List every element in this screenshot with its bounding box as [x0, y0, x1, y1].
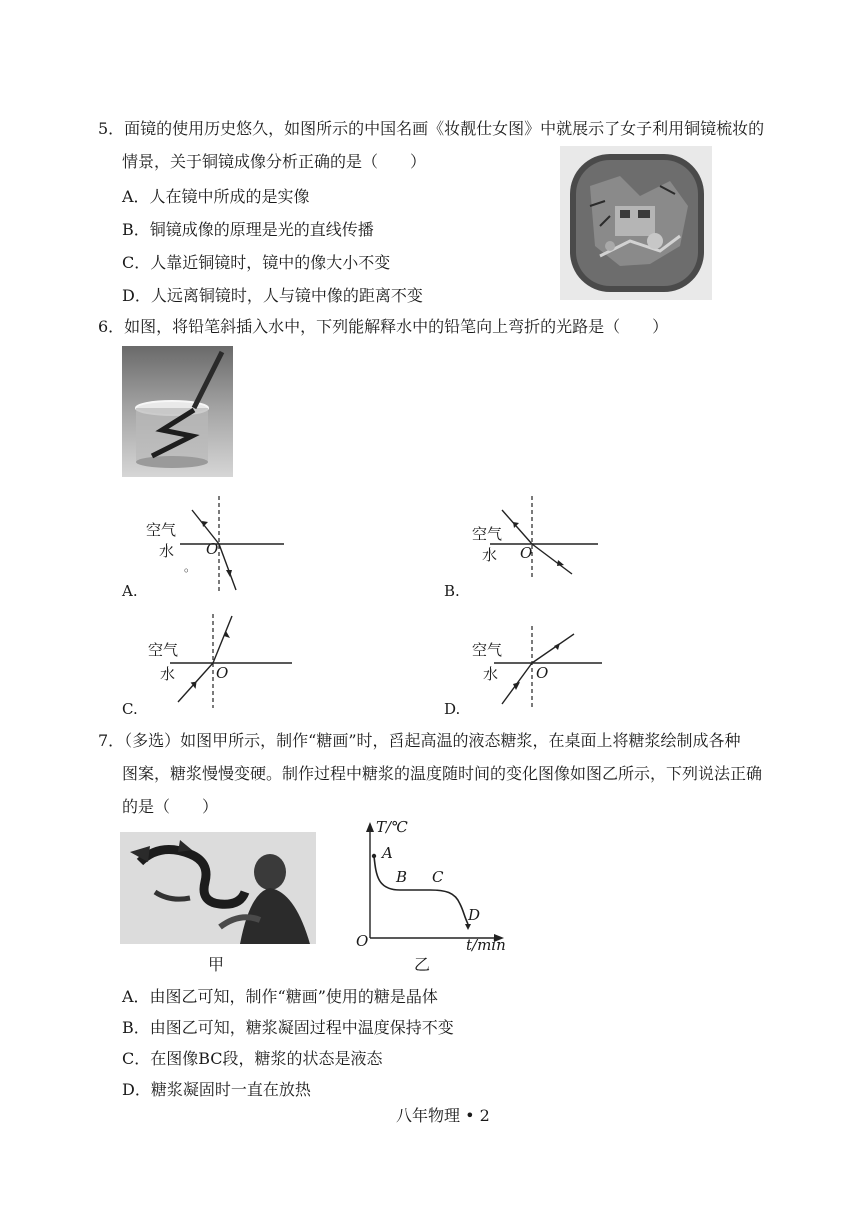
diagram-c-letter: C. [122, 700, 138, 718]
q7-option-b: B．由图乙可知，糖浆凝固过程中温度保持不变 [122, 1018, 454, 1037]
painting-svg [560, 146, 712, 300]
diagram-a-dot: 。 [184, 560, 197, 574]
diagram-a-letter: A. [122, 582, 138, 600]
diagram-d-ray-svg [494, 626, 604, 716]
diagram-c-origin-label: O [216, 664, 229, 682]
q7-option-d: D．糖浆凝固时一直在放热 [122, 1080, 311, 1099]
graph-y-axis-label: T/℃ [376, 818, 408, 836]
graph-origin: O [356, 932, 369, 950]
diagram-c-water-label: 水 [160, 665, 176, 683]
q5-stem-line1: 5．面镜的使用历史悠久，如图所示的中国名画《妆靓仕女图》中就展示了女子利用铜镜梳妆的 [98, 119, 765, 138]
temperature-graph-svg [350, 816, 510, 956]
q6-stem: 6．如图，将铅笔斜插入水中，下列能解释水中的铅笔向上弯折的光路是（ ） [98, 317, 669, 336]
sugar-photo-svg [120, 832, 316, 944]
graph-point-d: D [468, 906, 481, 924]
diagram-d-water-label: 水 [483, 665, 499, 683]
sugar-painting-photo [120, 832, 316, 944]
diagram-b-origin-label: O [520, 544, 533, 562]
graph-point-b: B [396, 868, 408, 886]
mirror-painting-image [560, 146, 712, 300]
q7-option-a: A．由图乙可知，制作“糖画”使用的糖是晶体 [122, 987, 438, 1006]
graph-point-c: C [432, 868, 444, 886]
pencil-photo-svg [122, 346, 233, 477]
pencil-in-water-photo [122, 346, 233, 477]
diagram-a-air-label: 空气 [146, 521, 177, 539]
diagram-b-water-label: 水 [482, 546, 498, 564]
q7-stem-line2: 图案，糖浆慢慢变硬。制作过程中糖浆的温度随时间的变化图像如图乙所示，下列说法正确 [122, 764, 763, 783]
q5-option-c: C．人靠近铜镜时，镜中的像大小不变 [122, 253, 391, 272]
diagram-a-ray-svg [180, 490, 290, 594]
fig-left-caption: 甲 [208, 955, 225, 974]
diagram-d-origin-label: O [536, 664, 549, 682]
diagram-b-air-label: 空气 [472, 525, 503, 543]
q7-stem-line1: 7．（多选）如图甲所示，制作“糖画”时，舀起高温的液态糖浆，在桌面上将糖浆绘制成各种 [98, 731, 741, 750]
fig-right-caption: 乙 [414, 955, 431, 974]
q5-option-d: D．人远离铜镜时，人与镜中像的距离不变 [122, 286, 423, 305]
diagram-d-letter: D. [444, 700, 461, 718]
graph-point-a: A [382, 844, 393, 862]
q5-option-b: B．铜镜成像的原理是光的直线传播 [122, 220, 374, 239]
diagram-c-air-label: 空气 [148, 641, 179, 659]
q5-option-a: A．人在镜中所成的是实像 [122, 187, 310, 206]
diagram-d-air-label: 空气 [472, 641, 503, 659]
diagram-c-ray-svg [170, 612, 294, 708]
page-footer: 八年物理 • 2 [396, 1106, 490, 1125]
graph-x-axis-label: t/min [466, 936, 506, 954]
diagram-a-water-label: 水 [159, 542, 175, 560]
q5-stem-line2: 情景，关于铜镜成像分析正确的是（ ） [122, 152, 427, 171]
q7-stem-line3: 的是（ ） [122, 797, 219, 816]
diagram-b-letter: B. [444, 582, 460, 600]
q7-option-c: C．在图像BC段，糖浆的状态是液态 [122, 1049, 383, 1068]
diagram-b-ray-svg [490, 494, 602, 584]
diagram-a-origin-label: O [206, 540, 219, 558]
